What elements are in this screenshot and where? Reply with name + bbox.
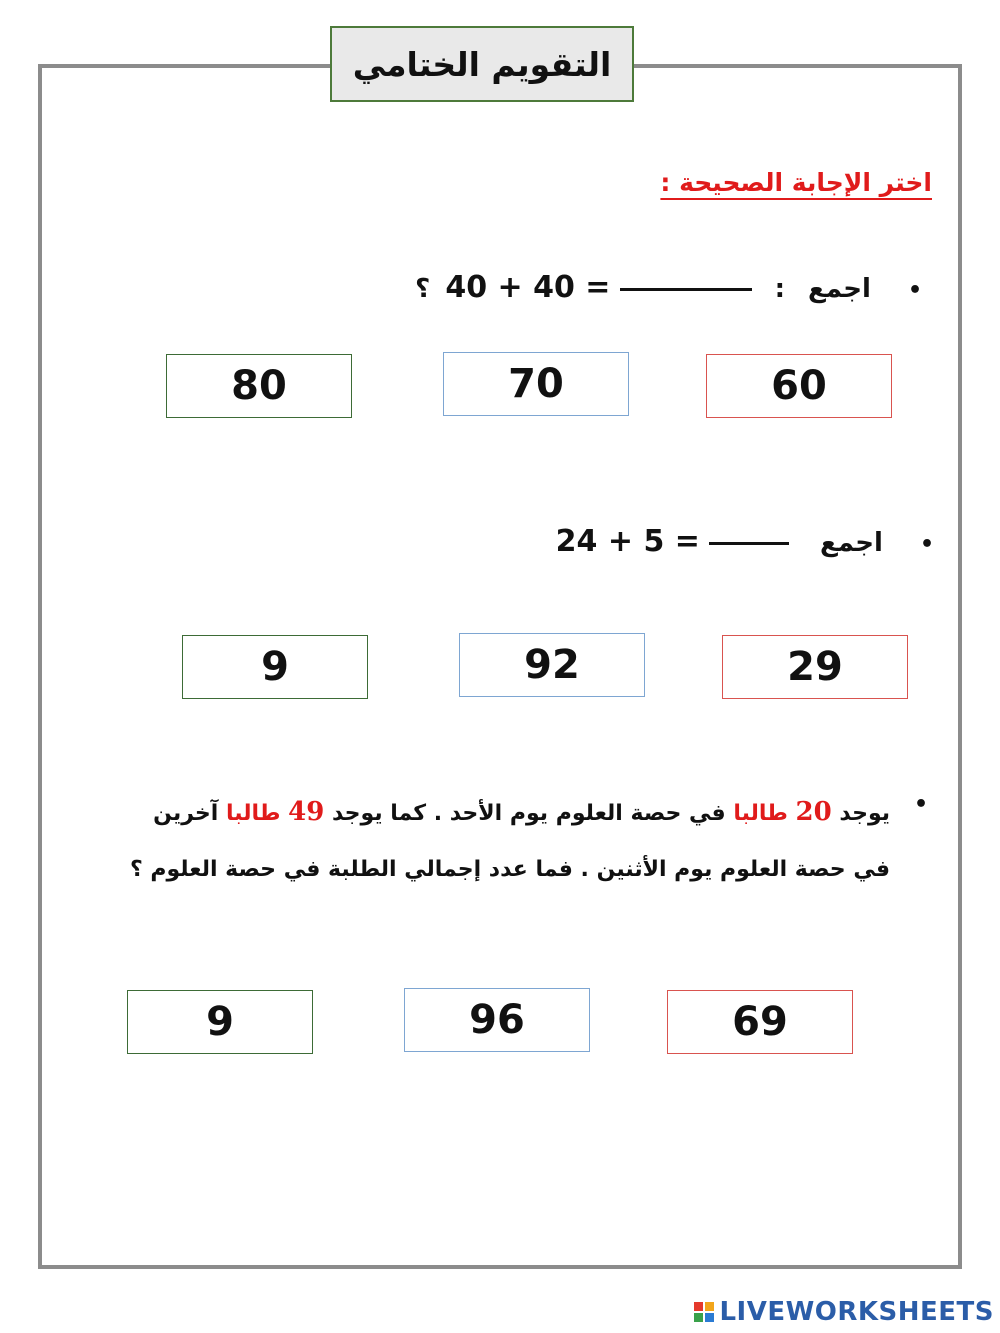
q3-word-1: طالبا <box>733 801 788 826</box>
q3-option-2[interactable]: 96 <box>404 988 590 1052</box>
q1-option-2[interactable]: 70 <box>443 352 629 416</box>
q3-text-part-2: في حصة العلوم يوم الأحد . كما يوجد <box>331 801 726 826</box>
q2-option-3[interactable]: 29 <box>722 635 908 699</box>
question-2-equation: 24 + 5 = <box>555 524 700 559</box>
q3-word-2: طالبا <box>225 801 281 826</box>
q3-number-1: 20 <box>795 797 832 827</box>
bullet: • <box>919 532 934 557</box>
q2-option-2[interactable]: 92 <box>459 633 645 697</box>
question-1-blank <box>620 288 752 291</box>
question-1-equation: 40 + 40 = <box>445 270 611 305</box>
q3-number-2: 49 <box>288 797 325 827</box>
q1-option-1[interactable]: 80 <box>166 354 352 418</box>
worksheet-title: التقويم الختامي <box>330 26 634 102</box>
q3-option-3[interactable]: 69 <box>667 990 853 1054</box>
question-1-colon: : <box>774 274 785 304</box>
instruction-text: اختر الإجابة الصحيحة : <box>660 168 932 197</box>
q3-text-part-1: يوجد <box>839 801 890 826</box>
question-1 <box>415 270 922 305</box>
question-2-blank <box>709 542 789 545</box>
logo-text: LIVEWORKSHEETS <box>719 1297 994 1327</box>
question-1-verb: اجمع <box>808 274 871 304</box>
logo-icon <box>694 1302 714 1322</box>
q1-option-3[interactable]: 60 <box>706 354 892 418</box>
q3-option-1[interactable]: 9 <box>127 990 313 1054</box>
q3-text-part-3: آخرين في حصة العلوم يوم الأثنين . فما عدد إجمالي الطلبة في حصة العلوم ؟ <box>129 801 890 882</box>
q2-option-1[interactable]: 9 <box>182 635 368 699</box>
bullet: • <box>913 792 928 817</box>
bullet: • <box>907 278 922 303</box>
question-1-qmark: ؟ <box>415 274 431 304</box>
question-2 <box>556 524 934 559</box>
liveworksheets-logo[interactable] <box>694 1297 994 1327</box>
question-3 <box>110 784 890 898</box>
question-2-verb: اجمع <box>820 528 883 558</box>
